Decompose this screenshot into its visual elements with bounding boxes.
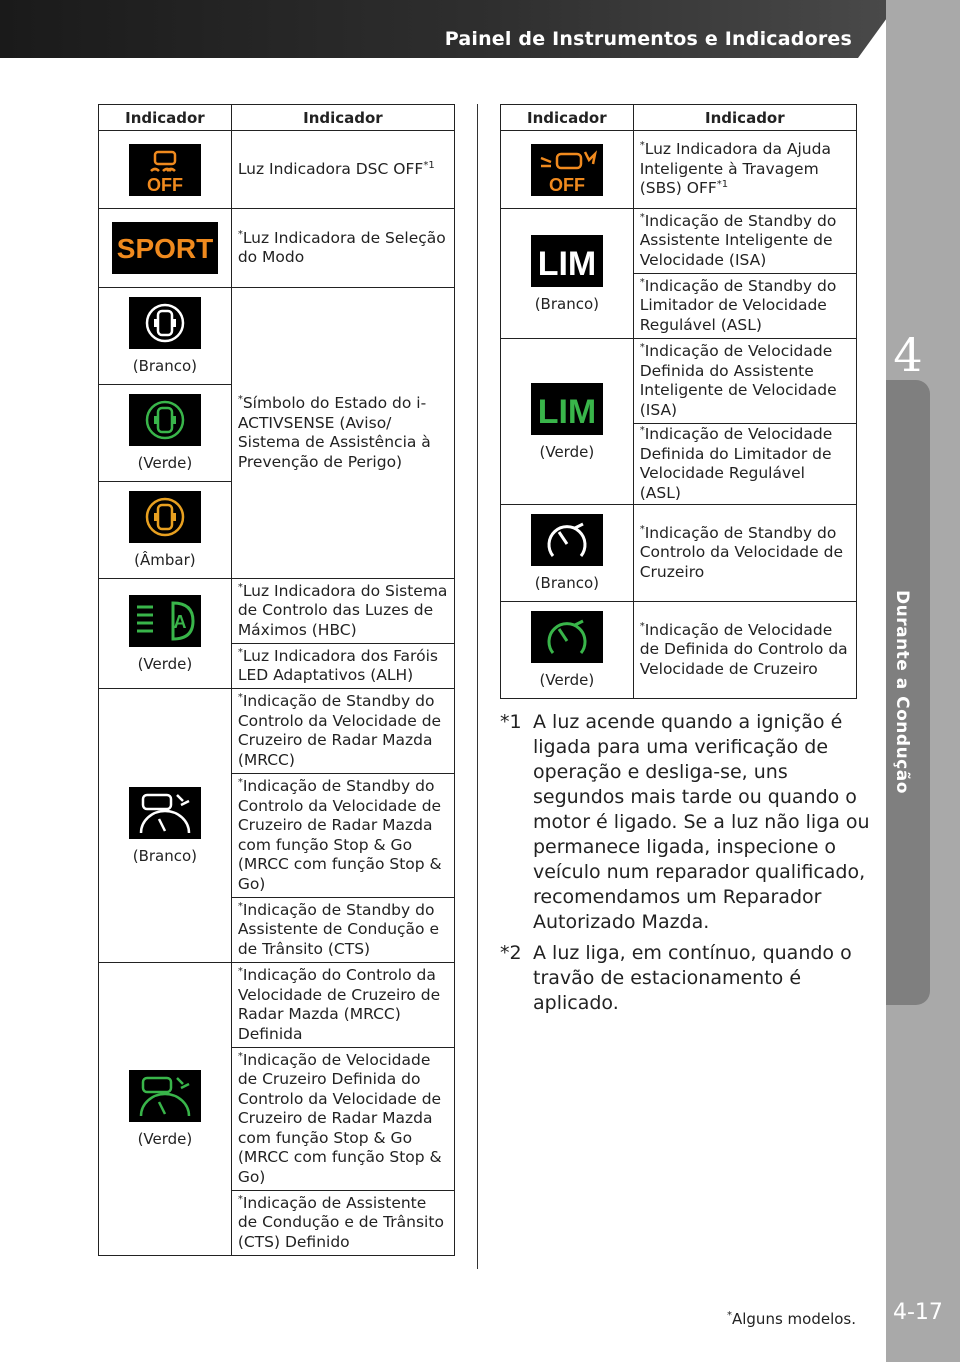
- sbs-off-description: *Luz Indicadora da Ajuda Inteligente à Travagem (SBS) OFF$^{*1}$: [633, 131, 856, 209]
- footnote-mark: *2: [500, 942, 522, 964]
- isense-green-caption: (Verde): [137, 454, 193, 472]
- mrcc-set-caption: (Verde): [137, 1130, 193, 1148]
- mrcc-standby-icon: [129, 787, 201, 839]
- chapter-number: 4: [893, 328, 923, 382]
- sport-icon: [112, 222, 218, 274]
- models-footnote: *Alguns modelos.: [726, 1310, 856, 1328]
- mrcc-sg-standby-description: *Indicação de Standby do Controlo da Velocidade de Cruzeiro de Radar Mazda com função Stop & Go (MRCC com função Stop & Go): [231, 774, 454, 898]
- dsc-off-icon-text: OFF: [146, 174, 183, 195]
- lim-white-icon: [531, 235, 603, 287]
- chapter-name: Durante a Condução: [892, 590, 912, 794]
- isa-set-description: *Indicação de Velocidade Definida do Assistente Inteligente de Velocidade (ISA): [633, 339, 856, 424]
- indicator-table-right: [500, 104, 857, 699]
- column-divider: [477, 104, 478, 1269]
- lim-white-icon-text: LIM: [537, 244, 597, 283]
- sport-description: *Luz Indicadora de Seleção do Modo: [231, 209, 454, 288]
- lim-green-icon-text: LIM: [537, 392, 597, 431]
- isense-amber-icon: [129, 491, 201, 543]
- cruise-green-icon: [531, 611, 603, 663]
- dsc-off-icon: [129, 144, 201, 196]
- sbs-off-icon: [531, 144, 603, 196]
- isense-green-icon: [129, 394, 201, 446]
- column-header: Indicador: [501, 105, 634, 131]
- cruise-white-icon: [531, 514, 603, 566]
- lim-green-icon: [531, 383, 603, 435]
- hbc-caption: (Verde): [137, 654, 193, 673]
- isa-standby-description: *Indicação de Standby do Assistente Inteligente de Velocidade (ISA): [633, 209, 856, 274]
- footnote-2: [500, 941, 870, 1016]
- isense-description: *Símbolo do Estado do i-ACTIVSENSE (Aviso/ Sistema de Assistência à Prevenção de Perigo): [231, 288, 454, 579]
- lim-green-caption: (Verde): [539, 442, 595, 461]
- svg-text:A: A: [173, 611, 187, 632]
- cc-standby-description: *Indicação de Standby do Controlo da Velocidade de Cruzeiro: [633, 505, 856, 602]
- column-header: Indicador: [99, 105, 232, 131]
- page-section-title: Painel de Instrumentos e Indicadores: [444, 28, 852, 50]
- cc-set-description: *Indicação de Velocidade de Definida do Controlo da Velocidade de Cruzeiro: [633, 602, 856, 699]
- footnote-text: A luz liga, em contínuo, quando o travão de estacionamento é aplicado.: [533, 942, 852, 1014]
- mrcc-set-description: *Indicação do Controlo da Velocidade de Cruzeiro de Radar Mazda (MRCC) Definida: [231, 963, 454, 1048]
- mrcc-set-icon: [129, 1070, 201, 1122]
- cts-standby-description: *Indicação de Standby do Assistente de Condução e de Trânsito (CTS): [231, 898, 454, 963]
- dsc-off-description: Luz Indicadora DSC OFF$^{*1}$: [231, 131, 454, 209]
- isense-amber-caption: (Âmbar): [134, 551, 196, 569]
- page-number: 4-17: [893, 1300, 943, 1325]
- indicator-table-left: [98, 104, 455, 1256]
- sport-icon-text: SPORT: [116, 233, 214, 264]
- hbc-icon: [129, 595, 201, 647]
- sbs-off-icon-text: OFF: [548, 174, 585, 195]
- footnotes: [500, 710, 870, 1022]
- cruise-green-caption: (Verde): [539, 671, 595, 689]
- mrcc-standby-description: *Indicação de Standby do Controlo da Velocidade de Cruzeiro de Radar Mazda (MRCC): [231, 689, 454, 774]
- isense-white-icon: [129, 297, 201, 349]
- lim-white-caption: (Branco): [534, 294, 599, 313]
- asl-standby-description: *Indicação de Standby do Limitador de Velocidade Regulável (ASL): [633, 274, 856, 339]
- asl-set-description: *Indicação de Velocidade Definida do Limitador de Velocidade Regulável (ASL): [633, 424, 856, 505]
- isense-white-caption: (Branco): [132, 357, 198, 375]
- column-header: Indicador: [633, 105, 856, 131]
- cts-set-description: *Indicação de Assistente de Condução e de Trânsito (CTS) Definido: [231, 1191, 454, 1256]
- hbc-description: *Luz Indicadora do Sistema de Controlo das Luzes de Máximos (HBC): [231, 579, 454, 644]
- mrcc-sg-set-description: *Indicação de Velocidade de Cruzeiro Definida do Controlo da Velocidade de Cruzeiro de Radar Mazda com função Stop & Go (MRCC com função Stop & Go): [231, 1048, 454, 1191]
- cruise-white-caption: (Branco): [534, 574, 599, 592]
- alh-description: *Luz Indicadora dos Faróis LED Adaptativos (ALH): [231, 644, 454, 689]
- column-header: Indicador: [231, 105, 454, 131]
- footnote-text: A luz acende quando a ignição é ligada para uma verificação de operação e desliga-se, uns segundos mais tarde ou quando o motor é ligado. Se a luz não liga ou permanece ligada, inspecione o veículo num reparador qualificado, recomendamos um Reparador Autorizado Mazda.: [533, 711, 870, 933]
- footnote-mark: *1: [500, 711, 522, 733]
- footnote-1: [500, 710, 870, 935]
- mrcc-standby-caption: (Branco): [132, 846, 198, 865]
